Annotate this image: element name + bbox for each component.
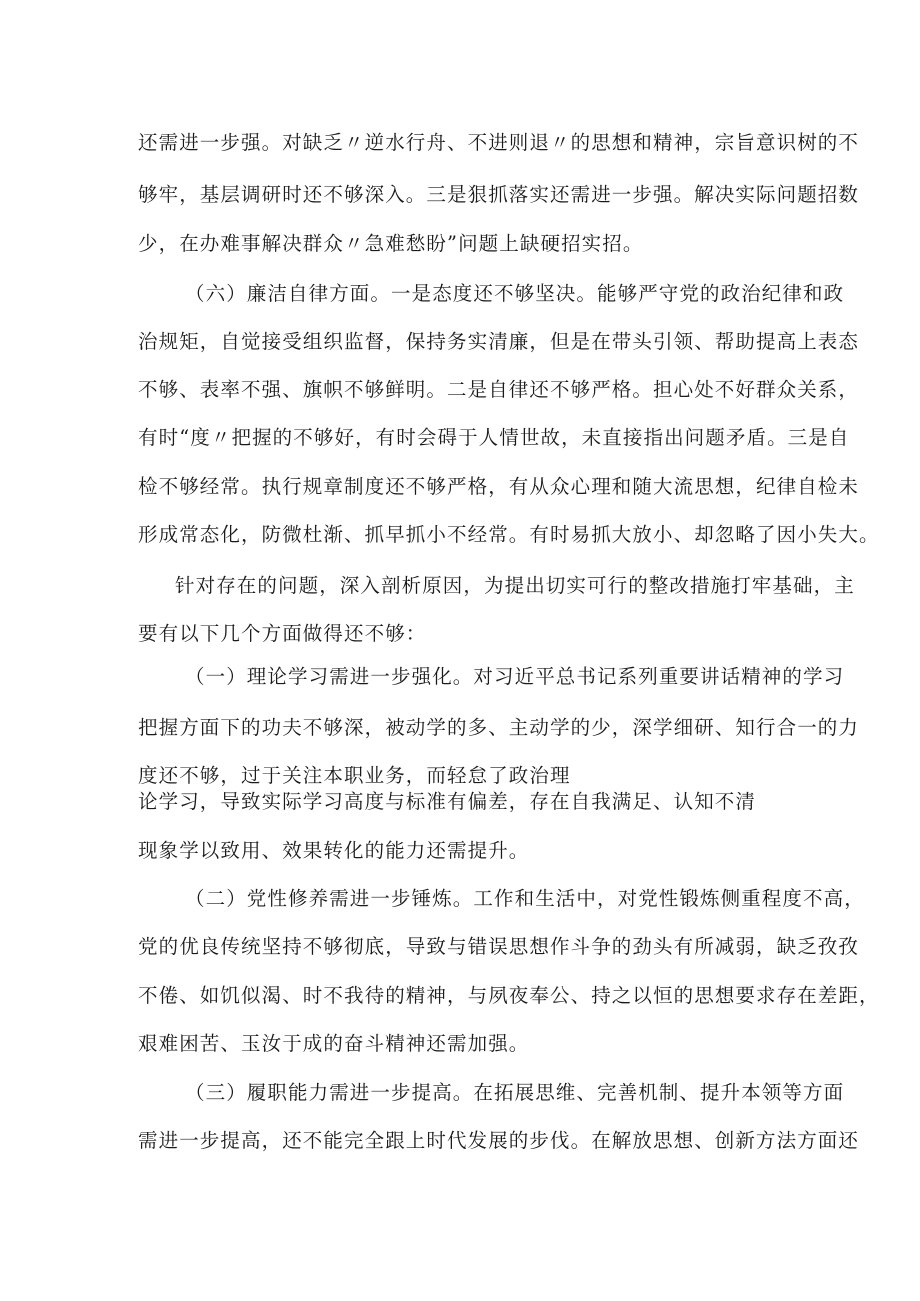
text-line (0, 981, 920, 1011)
text-line-content: （二）党性修养需进一步锤炼。工作和生活中，对党性锻炼侧重程度不高， (185, 887, 865, 910)
text-line-content: 不够、表率不强、旗帜不够鲜明。二是自律还不够严格。担心处不好群众关系， (138, 378, 860, 401)
text-line-content: 党的优良传统坚持不够彻底，导致与错误思想作斗争的劲头有所减弱，缺乏孜孜 (138, 935, 860, 958)
text-line (0, 1126, 920, 1156)
text-line (0, 787, 920, 817)
text-line-content: 还需进一步强。对缺乏〃逆水行舟、不进则退〃的思想和精神，宗旨意识树的不 (138, 131, 860, 154)
text-line-content: 要有以下几个方面做得还不够： (138, 622, 427, 645)
paragraph-first-line (0, 1078, 920, 1108)
text-line-content: （一）理论学习需进一步强化。对习近平总书记系列重要讲话精神的学习 (185, 665, 845, 688)
text-line-content: 需进一步提高，还不能完全跟上时代发展的步伐。在解放思想、创新方法方面还 (138, 1129, 860, 1152)
text-line (0, 423, 920, 453)
text-line-content: （三）履职能力需进一步提高。在拓展思维、完善机制、提升本领等方面 (185, 1081, 845, 1104)
text-line-content: 现象学以致用、效果转化的能力还需提升。 (138, 839, 530, 862)
text-line (0, 1029, 920, 1059)
text-line (0, 520, 920, 550)
paragraph-first-line (0, 279, 920, 309)
text-line-content: 够牢，基层调研时还不够深入。三是狠抓落实还需进一步强。解决实际问题招数 (138, 183, 860, 206)
paragraph-first-line (0, 662, 920, 692)
text-line-content: 度还不够，过于关注本职业务，而轻怠了政治理 (138, 764, 571, 787)
text-line-content: 少，在办难事解决群众〃急难愁盼”问题上缺硬招实招。 (138, 232, 644, 255)
text-line (0, 375, 920, 405)
text-line (0, 472, 920, 502)
text-line (0, 619, 920, 649)
text-line-content: （六）廉洁自律方面。一是态度还不够坚决。能够严守党的政治纪律和政 (185, 282, 845, 305)
text-line-content: 形成常态化，防微杜渐、抓早抓小不经常。有时易抓大放小、却忽略了因小失大。 (138, 523, 880, 546)
text-line-content: 论学习，导致实际学习高度与标准有偏差，存在自我满足、认知不清 (138, 790, 757, 813)
text-line (0, 128, 920, 158)
text-line (0, 229, 920, 259)
text-line-content: 不倦、如饥似渴、时不我待的精神，与夙夜奉公、持之以恒的思想要求存在差距， (138, 984, 880, 1007)
text-line-content: 检不够经常。执行规章制度还不够严格，有从众心理和随大流思想，纪律自检未 (138, 475, 860, 498)
text-line (0, 180, 920, 210)
text-line (0, 327, 920, 357)
paragraph-first-line (0, 884, 920, 914)
text-line-content: 艰难困苦、玉汝于成的奋斗精神还需加强。 (138, 1032, 530, 1055)
text-line-content: 有时“度〃把握的不够好，有时会碍于人情世故，未直接指出问题矛盾。三是自 (138, 426, 850, 449)
paragraph-first-line (0, 571, 920, 601)
text-line (0, 836, 920, 866)
text-line-content: 治规矩，自觉接受组织监督，保持务实清廉，但是在带头引领、帮助提高上表态 (138, 330, 860, 353)
text-line (0, 713, 920, 743)
text-line (0, 932, 920, 962)
text-line-content: 针对存在的问题，深入剖析原因，为提出切实可行的整改措施打牢基础，主 (175, 574, 855, 597)
text-line-content: 把握方面下的功夫不够深，被动学的多、主动学的少，深学细研、知行合一的力 (138, 716, 860, 739)
